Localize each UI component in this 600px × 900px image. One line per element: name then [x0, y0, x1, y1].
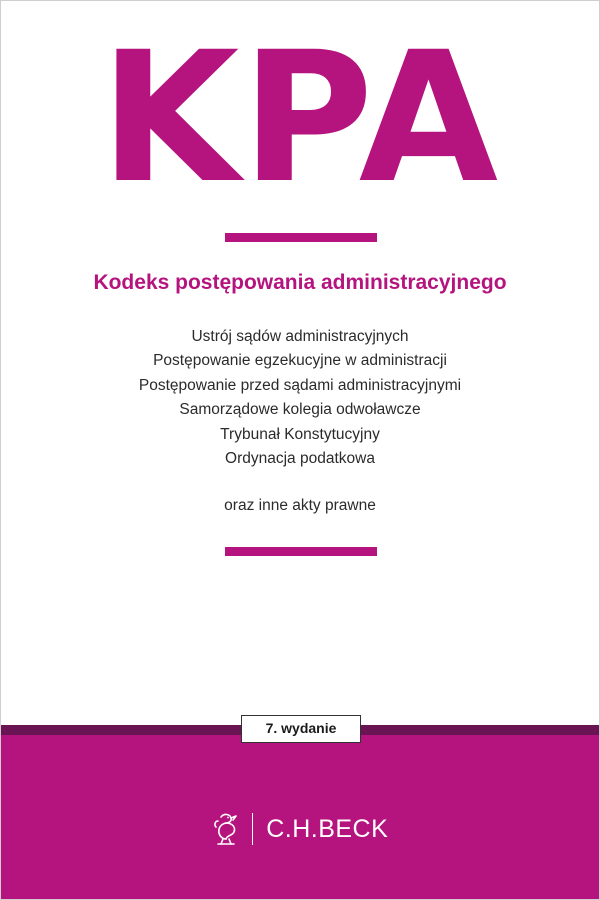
contents-item: Postępowanie przed sądami administracyjnymi — [138, 376, 462, 394]
contents-item: Samorządowe kolegia odwoławcze — [179, 401, 421, 419]
contents-divider — [225, 547, 377, 556]
contents-item: Trybunał Konstytucyjny — [220, 425, 380, 443]
book-subtitle: Kodeks postępowania administracyjnego — [93, 271, 507, 294]
logo-divider — [252, 813, 254, 845]
contents-item: Ordynacja podatkowa — [225, 450, 375, 468]
additional-acts-note: oraz inne akty prawne — [224, 497, 376, 514]
contents-item: Postępowanie egzekucyjne w administracji — [153, 352, 447, 370]
contents-item: Ustrój sądów administracyjnych — [191, 328, 409, 345]
book-title: KPA — [99, 14, 501, 223]
publisher-logo — [1, 809, 599, 849]
edition-badge: 7. wydanie — [241, 715, 361, 743]
title-divider — [225, 233, 377, 242]
contents-list — [1, 325, 599, 471]
publisher-name: C.H.BECK — [266, 814, 389, 843]
heraldic-griffin-icon — [212, 811, 240, 847]
